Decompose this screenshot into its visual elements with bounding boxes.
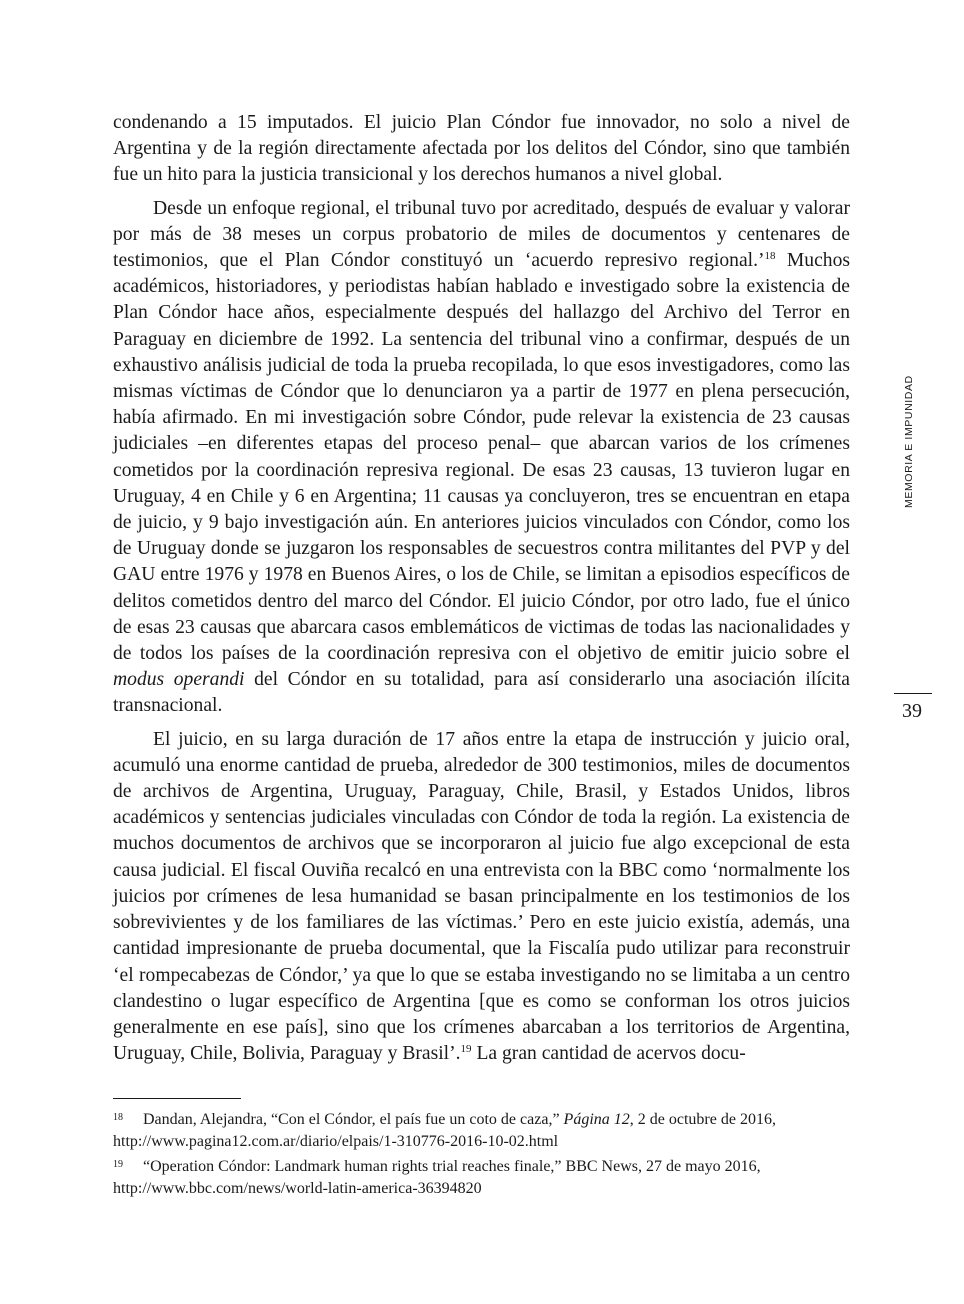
footnote-18 xyxy=(113,1107,850,1152)
paragraph-1 xyxy=(113,110,850,189)
running-header-vertical: MEMORIA E IMPUNIDAD xyxy=(903,375,915,508)
paragraph-2-text-b: Muchos académicos, historiadores, y periodistas habían hablado e investigado sobre la existencia de Plan Cóndor hace años, especialmente después del hallazgo del Archivo del Terror en Paraguay en diciembre de 1992. La sentencia del tribunal vino a confirmar, después de un exhaustivo análisis judicial de toda la prueba recopilada, lo que esos investigadores, como las mismas víctimas de Cóndor que lo denunciaron ya a partir de 1977 en plena persecución, había afirmado. En mi investigación sobre Cóndor, pude relevar la existencia de 23 causas judiciales –en diferentes etapas del proceso penal– que abarcan varios de los crímenes cometidos por la coordinación represiva regional. De esas 23 causas, 13 tuvieron lugar en Uruguay, 4 en Chile y 6 en Argentina; 11 causas ya concluyeron, tres se encuentran en etapa de juicio, y 9 bajo investigación aún. En anteriores juicios vinculados con Cóndor, como los de Uruguay donde se juzgaron los responsables de secuestros contra militantes del PVP y del GAU entre 1976 y 1978 en Buenos Aires, o los de Chile, se limitan a episodios específicos de delitos cometidos dentro del marco del Cóndor. El juicio Cóndor, por otro lado, fue el único de esas 23 causas que abarcara casos emblemáticos de victimas de todas las nacionalidades y de todos los países de la coordinación represiva con el objetivo de emitir juicio sobre el xyxy=(113,250,850,665)
body-text xyxy=(113,110,850,1074)
page-number-rule xyxy=(894,693,932,694)
paragraph-3 xyxy=(113,727,850,1068)
paragraph-1-text: condenando a 15 imputados. El juicio Plan Cóndor fue innovador, no solo a nivel de Argentina y de la región directamente afectada por los delitos del Cóndor, sino que también fue un hito para la justicia transicional y los derechos humanos a nivel global. xyxy=(113,112,850,186)
footnote-ref-18[interactable]: 18 xyxy=(764,250,776,263)
paragraph-2-text-c: del Cóndor en su totalidad, para así considerarlo una asociación ilícita transnacional. xyxy=(113,669,850,717)
footnote-19 xyxy=(113,1154,850,1199)
footnote-divider xyxy=(113,1098,241,1099)
footnote-text-a: “Operation Cóndor: Landmark human rights trial reaches finale,” BBC News, 27 de mayo 2016, http://www.bbc.com/news/world-latin-america-36394820 xyxy=(113,1158,761,1197)
footnote-text-a: Dandan, Alejandra, “Con el Cóndor, el país fue un coto de caza,” xyxy=(143,1111,564,1128)
footnote-number: 18 xyxy=(113,1112,123,1123)
footnotes xyxy=(113,1107,850,1201)
page-number: 39 xyxy=(902,700,922,722)
paragraph-2-italic: modus operandi xyxy=(113,669,245,691)
paragraph-3-text-a: El juicio, en su larga duración de 17 años entre la etapa de instrucción y juicio oral, acumuló una enorme cantidad de prueba, alrededor de 300 testimonios, miles de documentos de archivos de Argentina, Uruguay, Paraguay, Chile, Brasil, y Estados Unidos, libros académicos y sentencias judiciales vinculadas con Cóndor de toda la región. La existencia de muchos documentos de archivos que se incorporaron al juicio fue algo excepcional de esta causa judicial. El fiscal Ouviña recalcó en una entrevista con la BBC como ‘normalmente los juicios por crímenes de lesa humanidad se basan principalmente en los testimonios de los sobrevivientes y de los familiares de las víctimas.’ Pero en este juicio existía, además, una cantidad impresionante de prueba documental, que la Fiscalía pudo utilizar para reconstruir ‘el rompecabezas de Cóndor,’ ya que lo que se estaba investigando no se limitaba a un centro clandestino o lugar específico de Argentina [que es como se conforman los otros juicios generalmente en ese país], sino que los crímenes abarcaban a los territorios de Argentina, Uruguay, Chile, Bolivia, Paraguay y Brasil’. xyxy=(113,728,850,1065)
footnote-ref-19[interactable]: 19 xyxy=(460,1043,472,1056)
footnote-number: 19 xyxy=(113,1159,123,1170)
paragraph-2 xyxy=(113,196,850,720)
paragraph-3-text-b: La gran cantidad de acervos docu- xyxy=(471,1043,746,1065)
paragraph-2-text-a: Desde un enfoque regional, el tribunal tuvo por acreditado, después de evaluar y valorar por más de 38 meses un corpus probatorio de miles de documentos y centenares de testimonios, que el Plan Cóndor constituyó un ‘acuerdo represivo regional.’ xyxy=(113,197,850,272)
footnote-italic: Página 12 xyxy=(563,1111,630,1128)
footnote-text-b: , 2 de octubre de 2016, http://www.pagina12.com.ar/diario/elpais/1-310776-2016-10-02.html xyxy=(113,1111,776,1150)
